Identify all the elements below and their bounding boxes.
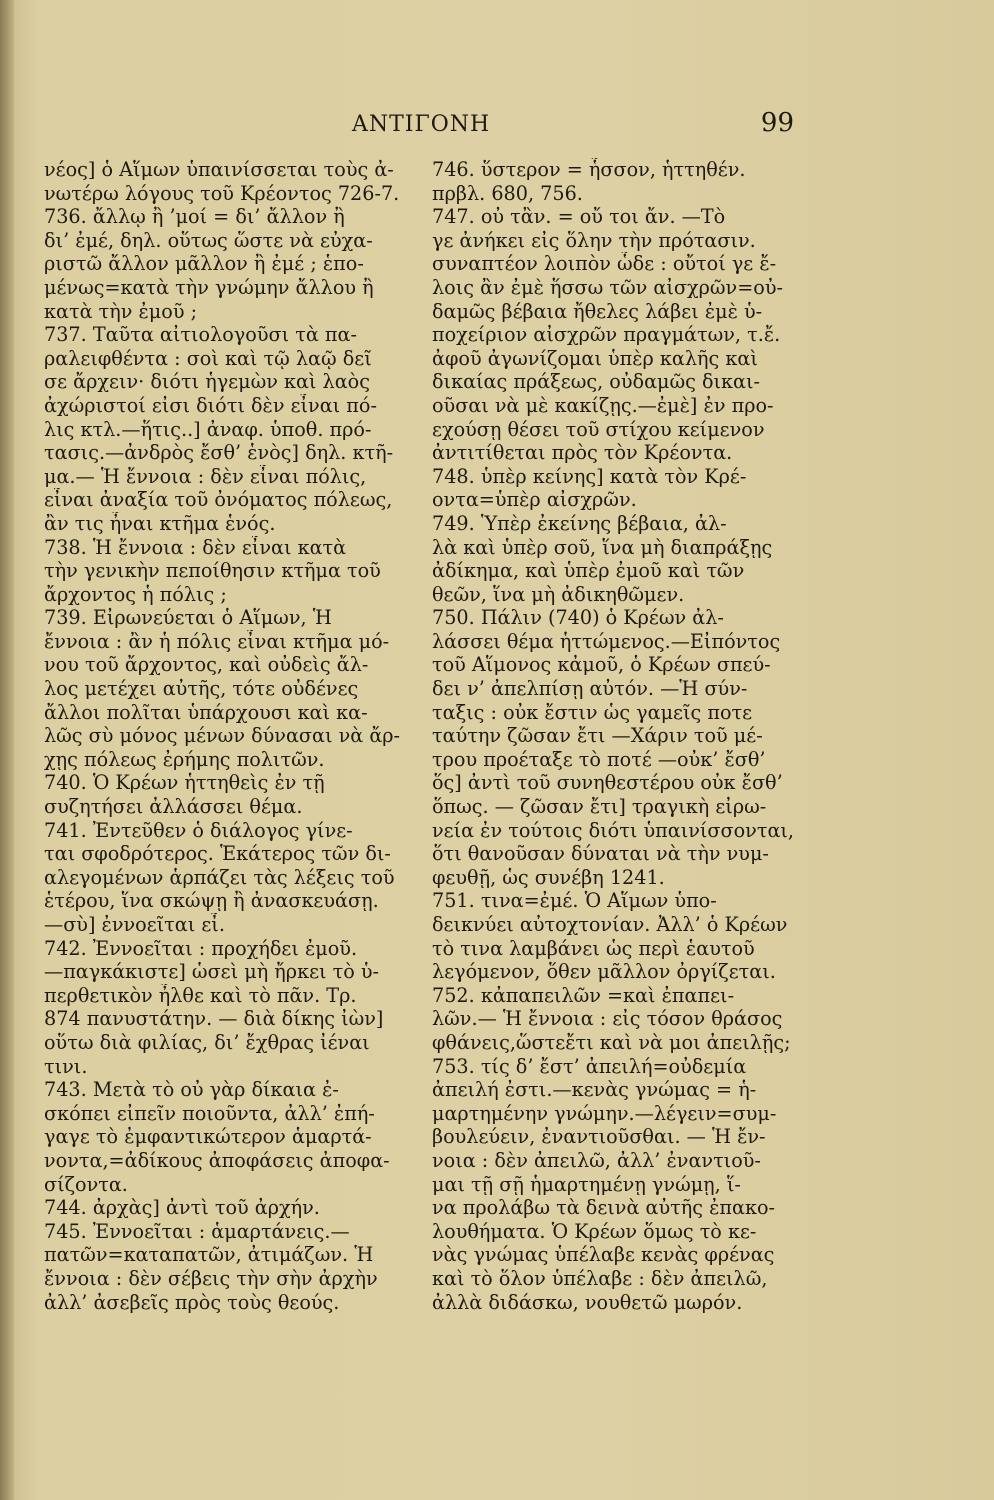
text-line: ραλειφθέντα : σοὶ καὶ τῷ λαῷ δεῖ: [44, 346, 372, 370]
text-line: νου τοῦ ἄρχοντος, καὶ οὐδεὶς ἄλ-: [44, 653, 369, 677]
text-line: ποχείριον αἰσχρῶν πραγμάτων, τ.ἔ.: [432, 323, 781, 347]
text-line: τινι.: [44, 1054, 88, 1078]
text-line: 740. Ὁ Κρέων ἡττηθεὶς ἐν τῇ: [44, 771, 325, 795]
text-line: αλεγομένων ἁρπάζει τὰς λέξεις τοῦ: [44, 865, 395, 889]
text-line: 736. ἄλλῳ ἢ ’μοί = δι’ ἄλλον ἢ: [44, 205, 345, 229]
text-line: μένως=κατὰ τὴν γνώμην ἄλλου ἢ: [44, 275, 374, 299]
text-line: ἔννοια : ἂν ἡ πόλις εἶναι κτῆμα μό-: [44, 629, 390, 653]
text-line: ὅτι θανοῦσαν δύναται νὰ τὴν νυμ-: [432, 842, 769, 866]
text-line: βουλεύειν, ἐναντιοῦσθαι. — Ἡ ἔν-: [432, 1125, 766, 1149]
page-number: 99: [760, 108, 794, 138]
text-line: 751. τινα=ἐμέ. Ὁ Αἵμων ὑπο-: [432, 889, 717, 913]
right-column: [432, 158, 804, 1314]
text-line: συναπτέον λοιπὸν ὧδε : οὔτοί γε ἔ-: [432, 252, 777, 276]
text-line: εχούσῃ θέσει τοῦ στίχου κείμενον: [432, 417, 765, 441]
text-line: δεικνύει αὐτοχτονίαν. Ἀλλ’ ὁ Κρέων: [432, 913, 788, 936]
text-line: σκόπει εἰπεῖν ποιοῦντα, ἀλλ’ ἐπή-: [44, 1101, 375, 1125]
text-line: 753. τίς δ’ ἔστ’ ἀπειλή=οὐδεμία: [432, 1054, 747, 1078]
text-line: ἂν τις ἦναι κτῆμα ἑνός.: [44, 511, 276, 535]
text-line: πατῶν=καταπατῶν, ἀτιμάζων. Ἡ: [44, 1243, 374, 1267]
text-line: ριστῶ ἄλλον μᾶλλον ἢ ἐμέ ; ἑπο-: [44, 252, 364, 276]
running-title: ΑΝΤΙΓΟΝΗ: [352, 112, 491, 137]
text-line: ἄρχοντος ἡ πόλις ;: [44, 582, 227, 606]
text-line: 739. Εἰρωνεύεται ὁ Αἵμων, Ἡ: [44, 606, 332, 630]
page-header: [0, 108, 994, 142]
text-line: φευθῇ, ὡς συνέβη 1241.: [432, 865, 665, 889]
text-line: δαμῶς βέβαια ἤθελες λάβει ἐμὲ ὑ-: [432, 299, 763, 323]
text-line: 747. οὐ τἂν. = οὔ τοι ἄν. —Τὸ: [432, 205, 726, 229]
text-line: εἶναι ἀναξία τοῦ ὀνόματος πόλεως,: [44, 488, 393, 512]
text-line: ἀπειλή ἐστι.—κενὰς γνώμας = ἡ-: [432, 1078, 757, 1102]
text-line: ταξις : οὐκ ἔστιν ὡς γαμεῖς ποτε: [432, 700, 753, 724]
text-line: λὰ καὶ ὑπὲρ σοῦ, ἵνα μὴ διαπράξῃς: [432, 535, 773, 559]
text-line: ταύτην ζῶσαν ἔτι —Χάριν τοῦ μέ-: [432, 724, 763, 748]
text-line: 742. Ἐννοεῖται : προχήδει ἐμοῦ.: [44, 936, 358, 960]
text-line: ἑτέρου, ἵνα σκώψῃ ἢ ἀνασκευάσῃ.: [44, 889, 379, 913]
text-line: περθετικὸν ἦλθε καὶ τὸ πᾶν. Τρ.: [44, 983, 357, 1007]
text-line: μα.— Ἡ ἔννοια : δὲν εἶναι πόλις,: [44, 464, 367, 488]
text-line: λος μετέχει αὐτῆς, τότε οὐδένες: [44, 677, 359, 701]
text-line: νοντα,=ἀδίκους ἀποφάσεις ἀποφα-: [44, 1148, 390, 1172]
text-line: ἀχώριστοί εἰσι διότι δὲν εἶναι πό-: [44, 393, 377, 417]
text-line: 750. Πάλιν (740) ὁ Κρέων ἀλ-: [432, 606, 724, 630]
text-line: λοις ἂν ἐμὲ ἥσσω τῶν αἰσχρῶν=οὐ-: [432, 275, 783, 299]
text-line: πρβλ. 680, 756.: [432, 181, 583, 205]
text-line: δει ν’ ἀπελπίσῃ αὐτόν. —Ἡ σύν-: [432, 677, 748, 701]
text-line: δι’ ἐμέ, δηλ. οὕτως ὥστε νὰ εὐχα-: [44, 228, 373, 252]
text-line: οντα=ὑπὲρ αἰσχρῶν.: [432, 488, 637, 512]
text-line: ἄλλοι πολῖται ὑπάρχουσι καὶ κα-: [44, 700, 368, 724]
text-line: —σὺ] ἐννοεῖται εἶ.: [44, 913, 225, 936]
text-line: 738. Ἡ ἔννοια : δὲν εἶναι κατὰ: [44, 535, 347, 559]
text-line: τασις.—ἀνδρὸς ἔσθ’ ἑνὸς] δηλ. κτῆ-: [44, 441, 394, 465]
text-line: δικαίας πράξεως, οὐδαμῶς δικαι-: [432, 370, 761, 394]
text-line: ἀλλὰ διδάσκω, νουθετῶ μωρόν.: [432, 1290, 743, 1314]
text-line: οῦσαι νὰ μὲ κακίζῃς.—ἐμὲ] ἐν προ-: [432, 393, 774, 417]
text-line: ἀδίκημα, καὶ ὑπὲρ ἐμοῦ καὶ τῶν: [432, 559, 745, 583]
text-line: μαρτημένην γνώμην.—λέγειν=συμ-: [432, 1101, 777, 1125]
text-line: σίζοντα.: [44, 1172, 128, 1196]
text-line: λῶς σὺ μόνος μένων δύνασαι νὰ ἄρ-: [44, 724, 401, 748]
text-line: φθάνεις,ὥστεἔτι καὶ νὰ μοι ἀπειλῇς;: [432, 1030, 791, 1054]
text-line: 748. ὑπὲρ κείνης] κατὰ τὸν Κρέ-: [432, 464, 747, 488]
text-line: 744. ἀρχὰς] ἀντὶ τοῦ ἀρχήν.: [44, 1196, 320, 1220]
text-line: γε ἀνήκει εἰς ὅλην τὴν πρότασιν.: [432, 228, 756, 252]
text-line: ἀντιτίθεται πρὸς τὸν Κρέοντα.: [432, 441, 733, 465]
text-line: ται σφοδρότερος. Ἑκάτερος τῶν δι-: [44, 842, 391, 866]
text-line: 746. ὕστερον = ἧσσον, ἡττηθέν.: [432, 158, 746, 181]
text-line: νὰς γνώμας ὑπέλαβε κενὰς φρένας: [432, 1243, 775, 1267]
text-line: να προλάβω τὰ δεινὰ αὐτῆς ἐπακο-: [432, 1196, 775, 1220]
text-line: μαι τῇ σῇ ἡμαρτημένῃ γνώμῃ, ἵ-: [432, 1172, 741, 1196]
text-line: συζητήσει ἀλλάσσει θέμα.: [44, 795, 303, 819]
text-line: 749. Ὑπὲρ ἐκείνης βέβαια, ἀλ-: [432, 511, 727, 535]
text-line: ὅπως. — ζῶσαν ἔτι] τραγικὴ εἰρω-: [432, 795, 767, 819]
text-line: 752. κἀπαπειλῶν =καὶ ἐπαπει-: [432, 983, 735, 1007]
text-line: νωτέρω λόγους τοῦ Κρέοντος 726-7.: [44, 181, 400, 205]
left-column: [44, 158, 416, 1314]
text-line: σε ἄρχειν· διότι ἡγεμὼν καὶ λαὸς: [44, 370, 370, 394]
text-line: 874 πανυστάτην. — διὰ δίκης ἰὼν]: [44, 1007, 384, 1031]
text-line: ἔννοια : δὲν σέβεις τὴν σὴν ἀρχὴν: [44, 1266, 378, 1290]
text-line: τρου προέταξε τὸ ποτέ —οὐκ’ ἔσθ’: [432, 747, 766, 771]
text-line: τὸ τινα λαμβάνει ὡς περὶ ἑαυτοῦ: [432, 936, 755, 960]
text-line: ἀφοῦ ἀγωνίζομαι ὑπὲρ καλῆς καὶ: [432, 346, 758, 370]
text-line: χῃς πόλεως ἐρήμης πολιτῶν.: [44, 747, 325, 771]
text-line: λις κτλ.—ἥτις..] ἀναφ. ὑποθ. πρό-: [44, 417, 372, 441]
text-line: λεγόμενον, ὅθεν μᾶλλον ὀργίζεται.: [432, 960, 776, 984]
text-line: 743. Μετὰ τὸ οὐ γὰρ δίκαια ἐ-: [44, 1078, 339, 1102]
text-line: τὴν γενικὴν πεποίθησιν κτῆμα τοῦ: [44, 559, 381, 583]
text-line: 741. Ἐντεῦθεν ὁ διάλογος γίνε-: [44, 818, 353, 842]
text-line: λουθήματα. Ὁ Κρέων ὅμως τὸ κε-: [432, 1219, 757, 1243]
text-line: λάσσει θέμα ἡττώμενος.—Εἰπόντος: [432, 629, 781, 653]
text-line: καὶ τὸ ὅλον ὑπέλαβε : δὲν ἀπειλῶ,: [432, 1266, 768, 1290]
text-line: ἀλλ’ ἀσεβεῖς πρὸς τοὺς θεούς.: [44, 1290, 340, 1314]
text-line: τοῦ Αἵμονος κἀμοῦ, ὁ Κρέων σπεύ-: [432, 653, 771, 677]
text-line: γαγε τὸ ἐμφαντικώτερον ἁμαρτά-: [44, 1125, 372, 1149]
text-line: ὅς] ἀντὶ τοῦ συνηθεστέρου οὐκ ἔσθ’: [432, 771, 783, 795]
text-line: νέος] ὁ Αἵμων ὑπαινίσσεται τοὺς ἀ-: [44, 158, 394, 181]
text-line: νοια : δὲν ἀπειλῶ, ἀλλ’ ἐναντιοῦ-: [432, 1148, 761, 1172]
text-line: οὕτω διὰ φιλίας, δι’ ἔχθρας ἰέναι: [44, 1030, 370, 1054]
page-binding-edge: [0, 0, 14, 1500]
text-line: —παγκάκιστε] ὡσεὶ μὴ ἤρκει τὸ ὑ-: [44, 960, 380, 984]
text-line: 737. Ταῦτα αἰτιολογοῦσι τὰ πα-: [44, 323, 357, 347]
text-line: λῶν.— Ἡ ἔννοια : εἰς τόσον θράσος: [432, 1007, 783, 1031]
text-line: θεῶν, ἵνα μὴ ἀδικηθῶμεν.: [432, 582, 685, 606]
text-line: νεία ἐν τούτοις διότι ὑπαινίσσονται,: [432, 818, 795, 842]
text-line: 745. Ἐννοεῖται : ἁμαρτάνεις.—: [44, 1219, 350, 1243]
text-line: κατὰ τὴν ἐμοῦ ;: [44, 299, 198, 323]
